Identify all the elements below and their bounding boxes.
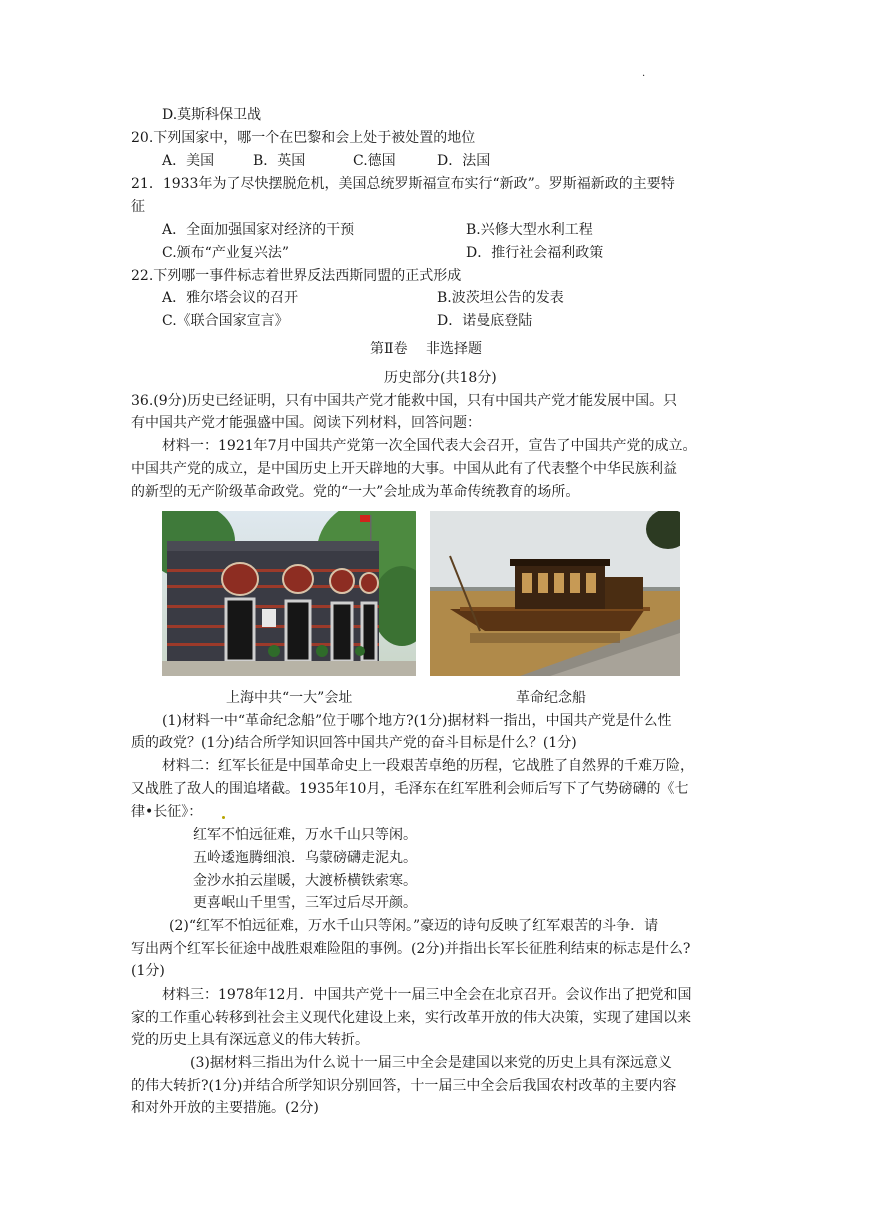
material3-line: 材料三：1978年12月．中国共产党十一届三中全会在北京召开。会议作出了把党和国 — [162, 987, 692, 1003]
q21-option-a: A．全面加强国家对经济的干预 — [162, 222, 355, 238]
q20-stem: 20.下列国家中，哪一个在巴黎和会上处于被处置的地位 — [131, 130, 476, 146]
material1-line: 材料一：1921年7月中国共产党第一次全国代表大会召开，宣告了中国共产党的成立。 — [162, 438, 697, 454]
q22-option-a: A．雅尔塔会议的召开 — [162, 290, 299, 306]
poem-line: 金沙水拍云崖暖，大渡桥横铁索寒。 — [193, 873, 417, 889]
congress-site-caption: 上海中共“一大”会址 — [226, 690, 353, 706]
q36-sub1-line: (1)材料一中“革命纪念船”位于哪个地方?(1分)据材料一指出，中国共产党是什么性 — [162, 713, 672, 729]
q36-intro-line: 36.(9分)历史已经证明，只有中国共产党才能救中国，只有中国共产党才能发展中国。只 — [131, 393, 678, 409]
q36-sub2-line: (1分) — [131, 963, 165, 979]
memorial-boat-caption: 革命纪念船 — [516, 690, 586, 706]
congress-site-photo — [162, 511, 416, 676]
q22-option-b: B.波茨坦公告的发表 — [437, 290, 564, 306]
section-subtitle: 历史部分(共18分) — [384, 370, 497, 386]
poem-line: 五岭逶迤腾细浪．乌蒙磅礴走泥丸。 — [193, 850, 417, 866]
q36-sub3-line: 的伟大转折?(1分)并结合所学知识分别回答，十一届三中全会后我国农村改革的主要内容 — [131, 1078, 677, 1094]
q20-option-b: B．英国 — [253, 153, 306, 169]
q22-option-d: D．诺曼底登陆 — [437, 313, 533, 329]
q21-option-c: C.颁布“产业复兴法” — [162, 245, 289, 261]
q20-option-c: C.德国 — [353, 153, 396, 169]
material3-line: 家的工作重心转移到社会主义现代化建设上来，实行改革开放的伟大决策，实现了建国以来 — [131, 1010, 691, 1026]
material2-line: 又战胜了敌人的围追堵截。1935年10月，毛泽东在红军胜利会师后写下了气势磅礴的《七 — [131, 781, 689, 797]
material1-line: 的新型的无产阶级革命政党。党的“一大”会址成为革命传统教育的场所。 — [131, 484, 580, 500]
material2-line: 律•长征》： — [131, 804, 203, 820]
q20-option-d: D．法国 — [437, 153, 491, 169]
header-mark: . — [642, 68, 646, 79]
q19-option-d: D.莫斯科保卫战 — [162, 107, 262, 123]
material1-line: 中国共产党的成立，是中国历史上开天辟地的大事。中国从此有了代表整个中华民族利益 — [131, 461, 677, 477]
material2-line: 材料二：红军长征是中国革命史上一段艰苦卓绝的历程，它战胜了自然界的千难万险， — [162, 758, 694, 774]
q20-option-a: A．美国 — [162, 153, 215, 169]
memorial-boat-photo — [430, 511, 680, 676]
q36-sub1-line: 质的政党？(1分)结合所学知识回答中国共产党的奋斗目标是什么？(1分) — [131, 735, 577, 751]
section-title: 第Ⅱ卷 非选择题 — [370, 341, 482, 357]
q21-stem-line1: 21．1933年为了尽快摆脱危机，美国总统罗斯福宣布实行“新政”。罗斯福新政的主要特 — [131, 176, 675, 192]
q36-sub2-line: 写出两个红军长征途中战胜艰难险阻的事例。(2分)并指出长军长征胜利结束的标志是什么? — [131, 941, 691, 957]
q22-option-c: C.《联合国家宣言》 — [162, 313, 289, 329]
highlight-mark — [222, 816, 225, 819]
q36-intro-line: 有中国共产党才能强盛中国。阅读下列材料，回答问题： — [131, 415, 481, 431]
q22-stem: 22.下列哪一事件标志着世界反法西斯同盟的正式形成 — [131, 268, 462, 284]
q36-sub2-line: (2)“红军不怕远征难，万水千山只等闲。”豪迈的诗句反映了红军艰苦的斗争．请 — [169, 918, 659, 934]
poem-line: 更喜岷山千里雪，三军过后尽开颜。 — [193, 895, 417, 911]
q21-stem-line2: 征 — [131, 199, 145, 215]
poem-line: 红军不怕远征难，万水千山只等闲。 — [193, 827, 417, 843]
q21-option-d: D．推行社会福利政策 — [466, 245, 604, 261]
q21-option-b: B.兴修大型水利工程 — [466, 222, 593, 238]
material3-line: 党的历史上具有深远意义的伟大转折。 — [131, 1032, 369, 1048]
q36-sub3-line: (3)据材料三指出为什么说十一届三中全会是建国以来党的历史上具有深远意义 — [190, 1055, 672, 1071]
q36-sub3-line: 和对外开放的主要措施。(2分) — [131, 1100, 319, 1116]
